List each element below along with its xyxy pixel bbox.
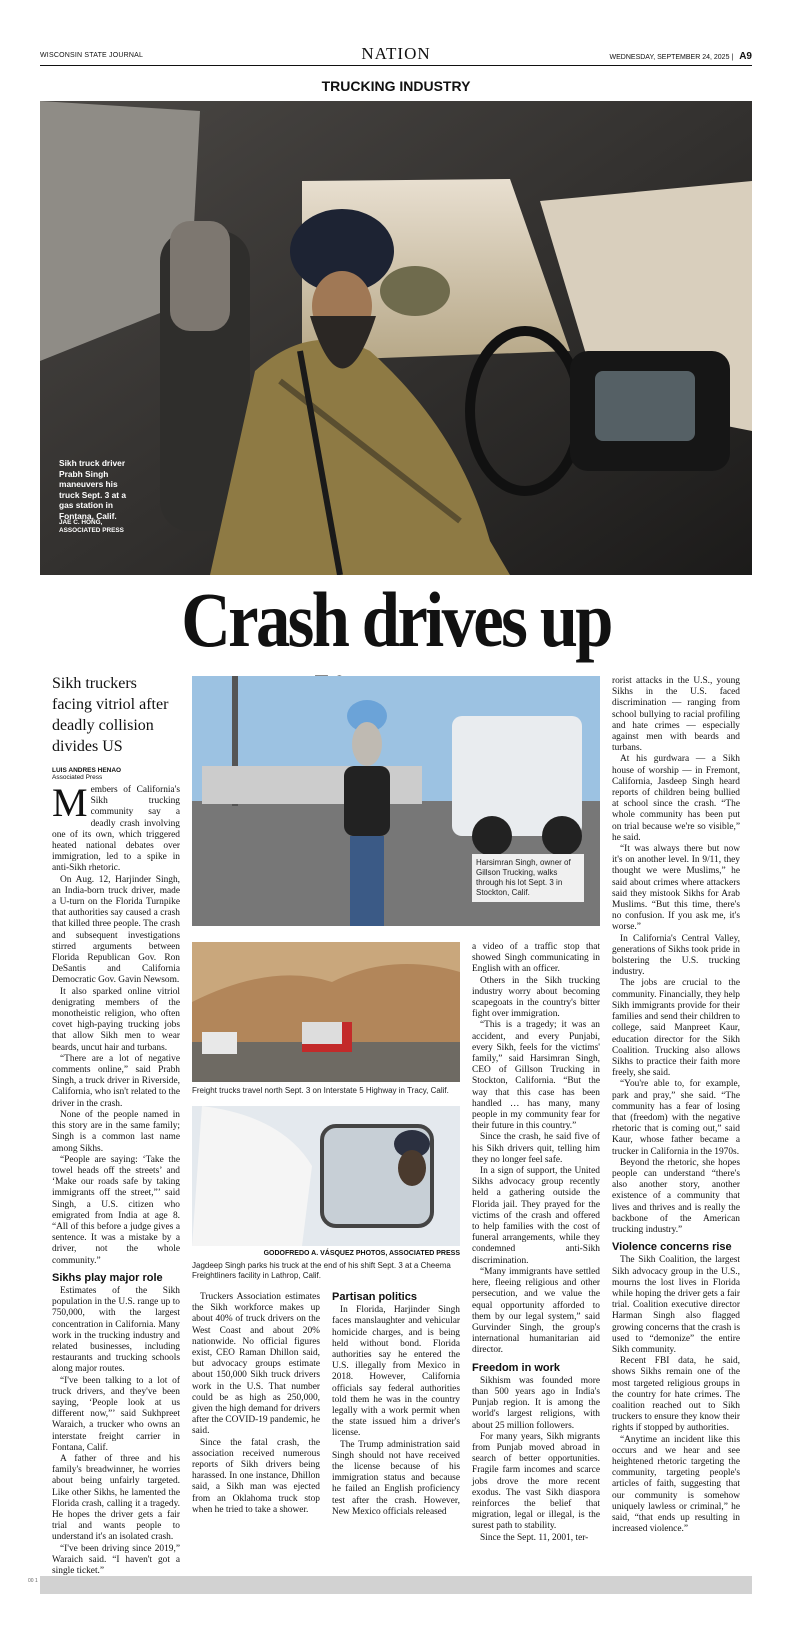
masthead xyxy=(40,44,752,66)
paragraph: The jobs are crucial to the community. Financially, they help Sikh immigrants provide for their families and send their children to college, said Manpreet Kaur, education director for the Sikh Coalition. Trucking also allows Sikhs to practice their faith more freely, she said. xyxy=(612,978,740,1079)
column-1 xyxy=(52,673,180,1588)
column-5 xyxy=(612,676,740,1535)
paragraph: Since the Sept. 11, 2001, ter- xyxy=(480,1532,589,1543)
truck-cab-illustration xyxy=(40,101,752,575)
subhead: Freedom in work xyxy=(472,1361,561,1374)
column-3 xyxy=(332,1292,460,1518)
kicker: TRUCKING INDUSTRY xyxy=(321,78,471,94)
byline-name: LUIS ANDRES HENAO xyxy=(52,767,122,774)
paragraph: A father of three and his family's breadwinner, he worries about being unfairly targeted. Like other Sikhs, he lamented the Florida crash, calling it a tragedy. He hopes the driver gets a fair trial and wants people to understand it's an isolated crash. xyxy=(52,1453,180,1543)
paragraph: “There are a lot of negative comments online,” said Prabh Singh, a truck driver in Riverside, California, who isn't related to the driver in the crash. xyxy=(52,1053,180,1109)
column-4 xyxy=(472,942,600,1544)
page-number: A9 xyxy=(739,51,752,62)
main-photo-credit: JAE C. HONG, ASSOCIATED PRESS xyxy=(59,519,124,534)
main-photo xyxy=(40,101,752,575)
paragraph: “You're able to, for example, park and pray,” she said. “The community has a fear of losing that (freedom) with the negative rhetoric that is coming out,” said Kaur, whose father became a trucker in California in the 1970s. xyxy=(612,1079,740,1157)
section-name: NATION xyxy=(361,44,431,63)
paragraph: “Anytime an incident like this occurs and we hear and see heightened rhetoric targeting the community, targeting people's articles of faith, suggesting that our community is somehow uniquely lawless or criminal,” he said, “that ends up resulting in increased violence.” xyxy=(612,1434,740,1535)
paragraph: Since the crash, he said five of his Sikh drivers quit, telling him they no longer feel safe. xyxy=(472,1132,600,1165)
footer-code: 00 1 xyxy=(28,1578,38,1584)
paragraph: “People are saying: ‘Take the towel heads off the streets’ and ‘Make our roads safe by taking immigrants off the street,”’ said Singh, a U.S. citizen who emigrated from India at age 8. “All of this before a judge gives a sentence. It was a mistake by a driver, not the whole community.” xyxy=(52,1154,180,1266)
photo-harsimran xyxy=(192,676,600,926)
subhead: Sikhs play major role xyxy=(52,1271,163,1284)
paragraph: a video of a traffic stop that showed Singh communicating in English with an officer. xyxy=(472,942,600,975)
paragraph: In a sign of support, the United Sikhs advocacy group recently held a gathering outside the Florida jail. They prayed for the victims of the crash and offered to help families with the cost of funeral arrangements, while they condemned anti-Sikh discrimination. xyxy=(472,1166,600,1266)
highway-illustration xyxy=(192,942,460,1082)
main-photo-caption: Sikh truck driver Prabh Singh maneuvers his truck Sept. 3 at a gas station in Fontana, Calif. xyxy=(59,458,127,521)
paragraph: The Sikh Coalition, the largest Sikh advocacy group in the U.S., mourns the lost lives in Florida while hoping the driver gets a fair trial. Coalition executive director Harman Singh also flagged growing concerns that the crash is used to “demonize” the entire Sikh community. xyxy=(612,1255,740,1355)
date-page: WEDNESDAY, SEPTEMBER 24, 2025 | A9 xyxy=(609,51,752,62)
paragraph: “It was always there but now it's on another level. In 9/11, they thought we were Muslims,” he said about crimes where attackers said they mistook Sikhs for Arab Muslims. “But this time, there's no confusion. If you ask me, it's worse.” xyxy=(612,844,740,933)
truck-window-illustration xyxy=(192,1106,460,1246)
paragraph: Recent FBI data, he said, shows Sikhs remain one of the most targeted religious groups in the country for hate crimes. The coalition reached out to Sikh truckers to ensure they know their rights if stopped by authorities. xyxy=(612,1356,740,1434)
photo-freight-trucks xyxy=(192,942,460,1082)
paragraph: Estimates of the Sikh population in the U.S. range up to 750,000, with the largest concentration in California. Many work in the trucking industry and related businesses, including restaurants and trucking schools along major routes. xyxy=(52,1285,180,1375)
paragraph: “This is a tragedy; it was an accident, and every Punjabi, every Sikh, feels for the victims' family,” said Harsimran Singh, CEO of Gillson Trucking in Stockton, California. “But the way that this case has been handled … has many, many people in my community fear for their future in this country.” xyxy=(472,1020,600,1132)
paper-name: WISCONSIN STATE JOURNAL xyxy=(40,52,144,59)
paragraph: “I've been talking to a lot of truck drivers, and they've been saying, ‘People look at us different now,”’ said Sukhpreet Waraich, a trucker who owns an interstate freight carrier in Fontana, Calif. xyxy=(52,1375,180,1453)
paragraph: It also sparked online vitriol denigrating members of the monotheistic religion, who often covet high-paying trucking jobs that allow Sikh men to wear beards, uncut hair and turbans. xyxy=(52,986,180,1053)
paragraph: For many years, Sikh migrants from Punjab moved abroad in search of better opportunities. Fragile farm incomes and scarce jobs drove the more recent exodus. The vast Sikh diaspora reinforces the belief that migration, legal or illegal, is the surest path to stability. xyxy=(472,1431,600,1532)
date: WEDNESDAY, SEPTEMBER 24, 2025 xyxy=(609,54,730,61)
photo4-caption: Jagdeep Singh parks his truck at the end of his shift Sept. 3 at a Cheema Freightliners facility in Lathrop, Calif. xyxy=(192,1261,451,1280)
column-2 xyxy=(192,1292,320,1516)
byline-org: Associated Press xyxy=(52,774,103,781)
photo4-credit: GODOFREDO A. VÁSQUEZ PHOTOS, ASSOCIATED PRESS xyxy=(263,1250,460,1257)
paragraph: At his gurdwara — a Sikh house of worship — in Fremont, California, Jasdeep Singh heard reports of children being bullied at school since the crash. “The whole community has been put on trial because we're so visible,” he said. xyxy=(612,754,740,843)
photo-jagdeep xyxy=(192,1106,460,1246)
headline: Crash drives up xyxy=(181,576,611,663)
paragraph: “Many immigrants have settled here, fleeing religious and other persecution, and we value the equal opportunity afforded to them by our legal system,” said Gurvinder Singh, the group's international humanitarian aid director. xyxy=(472,1266,600,1356)
paragraph: None of the people named in this story are in the same family; Singh is a common last name among Sikhs. xyxy=(52,1109,180,1154)
paragraph: On Aug. 12, Harjinder Singh, an India-born truck driver, made a U-turn on the Florida Turnpike that authorities say caused a crash that killed three people. The crash and subsequent investigations stirred arguments between Florida Republican Gov. Ron DeSantis and California Democratic Gov. Gavin Newsom. xyxy=(52,874,180,986)
paragraph: In California's Central Valley, generations of Sikhs took pride in bolstering the U.S. trucking industry. xyxy=(612,933,740,978)
paragraph: The Trump administration said Singh should not have received the license because of his immigration status and because he failed an English proficiency test after the crash. However, New Mexico officials released xyxy=(332,1439,460,1517)
subhead: Partisan politics xyxy=(332,1291,417,1303)
drop-cap: M xyxy=(52,780,88,825)
paragraph: “I've been driving since 2019,” Waraich said. “I haven't got a single ticket.” xyxy=(52,1543,180,1577)
paragraph: rorist attacks in the U.S., young Sikhs in the U.S. faced discrimination — ranging from school bullying to racial profiling and hate crimes — especially against men with beards and turbans. xyxy=(612,676,740,754)
paragraph: In Florida, Harjinder Singh faces manslaughter and vehicular homicide charges, and is being held without bond. Florida authorities say he entered the U.S. illegally from Mexico in 2018. However, California officials say federal authorities told them he was in the country legally with a work permit when the state issued him a driver's license. xyxy=(332,1305,460,1439)
paragraph: Beyond the rhetoric, she hopes people can understand “there's also another story, another existence of a community that lives and thrives and is really the backbone of the American trucking industry.” xyxy=(612,1157,740,1235)
column-1-body xyxy=(52,780,180,1588)
paragraph: Sikhism was founded more than 500 years ago in India's Punjab region. It is among the world's largest religions, with about 25 million followers. xyxy=(472,1375,600,1431)
photo3-caption: Freight trucks travel north Sept. 3 on Interstate 5 Highway in Tracy, Calif. xyxy=(192,1086,449,1095)
paragraph: Truckers Association estimates the Sikh workforce makes up about 40% of truck drivers on the West Coast and about 20% nationwide. No official figures exist, CEO Raman Dhillon said, but advocacy groups estimate about 150,000 Sikh truck drivers work in the U.S. That number could be as high as 250,000, given the high demand for drivers after the COVID-19 pandemic, he said. xyxy=(192,1292,320,1437)
photo2-caption: Harsimran Singh, owner of Gillson Trucking, walks through his lot Sept. 3 in Stockton, Calif. xyxy=(472,854,584,902)
paragraph: embers of California's Sikh trucking community say a deadly crash involving one of its own, which triggered heated national debates over immigration, led to a spike in anti-Sikh rhetoric. xyxy=(52,785,180,874)
subhead: Violence concerns rise xyxy=(612,1241,732,1254)
paragraph: Others in the Sikh trucking industry worry about becoming scapegoats in the country's bitter fight over immigration. xyxy=(472,975,600,1020)
deck: Sikh truckers facing vitriol after deadly collision divides US xyxy=(52,675,169,755)
paragraph: Since the fatal crash, the association received numerous reports of Sikh drivers being harassed. In one instance, Dhillon said, a Sikh man was ejected from an Oklahoma truck stop when he tried to take a shower. xyxy=(192,1437,320,1515)
footer-bar xyxy=(40,1576,752,1594)
